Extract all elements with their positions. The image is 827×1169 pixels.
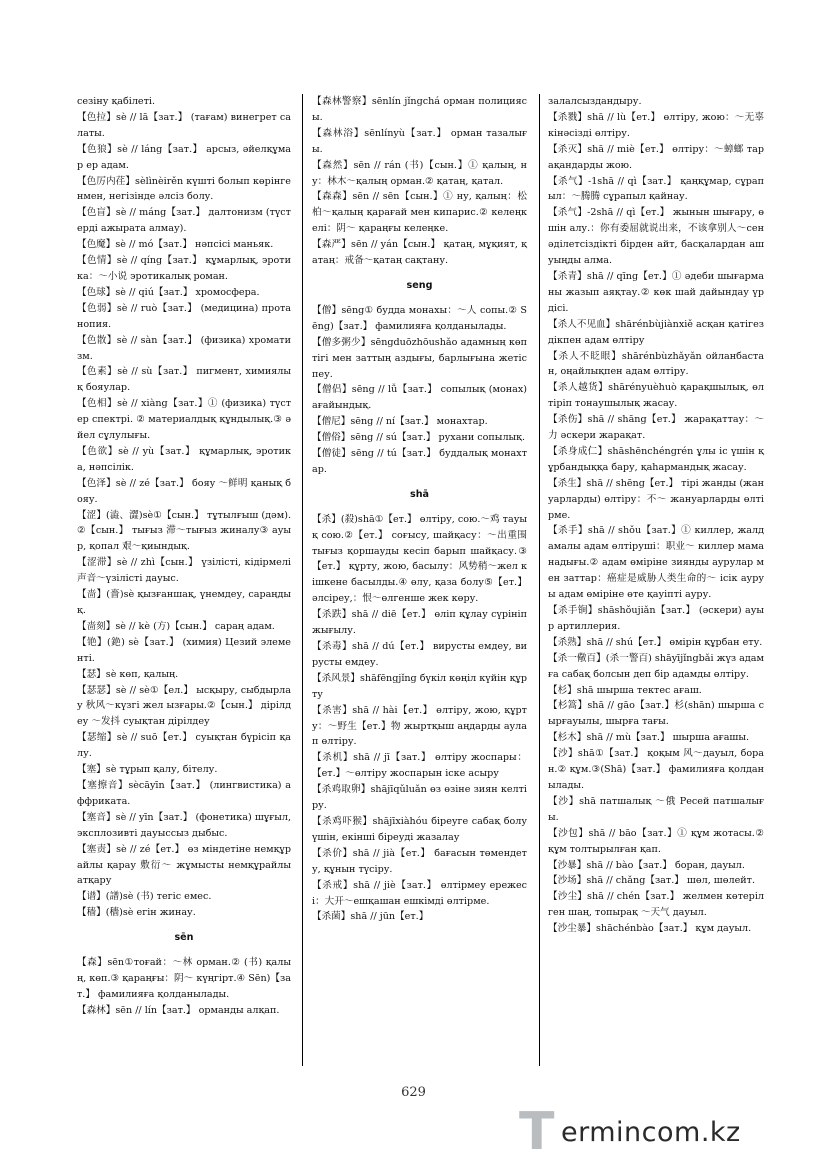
dictionary-entry: 【杀机】shā // jī【зат.】 өлтіру жоспары：【ет.】～өлтіру жоспарын іске асыру xyxy=(312,752,527,780)
dictionary-entry: 【塞】sè тұрып қалу, бітелу. xyxy=(77,764,218,776)
dictionary-entry: 【色欲】sè // yù【зат.】 құмарлық, эротика, нәпсілік. xyxy=(77,445,291,473)
dictionary-entry: 【森森】sēn // sēn【сын.】① ну, қалың：松柏～қалың қарағай мен кипарис.② келеңкелі：阴～ қараңғы келеңке. xyxy=(312,191,527,235)
dictionary-entry: 【杀毒】shā // dú【ет.】 вирусты емдеу, вирусты емдеу. xyxy=(312,641,527,668)
dictionary-entry: 【穑】(穡)sè егін жинау. xyxy=(77,907,196,919)
dictionary-column-3 xyxy=(548,94,764,937)
dictionary-entry: 【杉】shā шырша тектес ағаш. xyxy=(548,684,702,696)
dictionary-entry: 【涩滞】sè // zhì【сын.】 үзілісті, кідірмелі 声音～үзілісті дауыс. xyxy=(77,557,291,585)
dictionary-entry: 【色魔】sè // mó【зат.】 нәпсісі маньяк. xyxy=(77,239,274,251)
dictionary-entry: 【瑟瑟】sè // sè①【ел.】 ысқыру, сыбдырлау 秋风～күзгі жел ызғары.②【сын.】 дірілдеу ～发抖 суықтан дірілдеу xyxy=(77,684,291,728)
dictionary-entry: 【杀一儆百】(杀一警百) shāyījǐngbǎi жүз адамға сабақ болсын деп бір адамды өлтіру. xyxy=(548,652,764,680)
dictionary-entry: 【杀手】shā // shǒu【зат.】① киллер, жалдамалы адам өлтіруші：职业～ киллер маманадығы.② адам өміріне зиянды аурулар мен заттар：癌症是威胁人类生命的～ ісік ауруы адам өміріне өте қауіпті ауру. xyxy=(548,525,764,601)
dictionary-entry: 【杀气】-1shā // qì【зат.】 қаңқұмар, сұрапыл：～腾腾 сұрапыл қайнау. xyxy=(548,175,764,203)
dictionary-entry: 【沙包】shā // bāo【зат.】① құм жотасы.② құм толтырылған қап. xyxy=(548,827,764,855)
dictionary-entry: 【杀气】-2shā // qì【ет.】 жынын шығару, өшін алу.：你有委屈就说出来，不该拿别人～сен әділетсіздікті бірден айт, басқалардан ашуыңды алма. xyxy=(548,207,764,267)
dictionary-entry: 【杀鸡吓猴】shājīxiàhóu біреуге сабақ болу үшін, екінші біреуді жазалау xyxy=(312,815,527,843)
dictionary-entry: 【僧侣】sēng // lǚ【зат.】 сопылық (монах) ағайындық. xyxy=(312,384,527,412)
section-heading: shā xyxy=(409,488,429,500)
dictionary-entry: 【沙场】shā // chǎng【зат.】 шөл, шөлейт. xyxy=(548,875,756,887)
dictionary-entry: 【杀身成仁】shāshēnchéngrén ұлы іс үшін құрбандыққа бару, қаһармандық жасау. xyxy=(548,445,764,473)
dictionary-entry: 【色泽】sè // zé【зат.】 бояу ～鲜明 қанық бояу. xyxy=(77,477,291,505)
dictionary-entry: 【沙尘暴】shāchénbào【зат.】 құм дауыл. xyxy=(548,923,752,935)
dictionary-entry: 【色厉内荏】sèlìnèirěn күшті болып көрінгенмен, негізінде әлсіз болу. xyxy=(77,175,291,203)
dictionary-column-1 xyxy=(77,94,291,1019)
dictionary-entry: 【色弱】sè // ruò【зат.】 (медицина) протанопия. xyxy=(77,302,291,330)
dictionary-entry: 【杀人越货】shārényuèhuò қарақшылық, өлтіріп тонаушылық жасау. xyxy=(548,382,764,410)
logo-text: ermincom.kz xyxy=(561,1117,741,1148)
dictionary-entry: 【杀菌】shā // jūn【ет.】 xyxy=(312,911,429,923)
dictionary-entry: 【杀】(殺)shā①【ет.】 өлтіру, сою.～鸡 тауық сою.②【ет.】 соғысу, шайқасу：～出重围 тығыз қоршауды кесіп барып шайқасу.③【ет.】 құрту, жою, басылу：风势稍～жел кішкене басылды.④ өлу, қаза болу⑤【ет.】 әлсіреу,：恨～өлгенше жек көру. xyxy=(312,513,527,605)
dictionary-entry: 【瑟缩】sè // suō【ет.】 суықтан бүрісіп қалу. xyxy=(77,732,291,760)
dictionary-entry: 【杀伤】shā // shāng【ет.】 жарақаттау：～力 әскери жарақат. xyxy=(548,414,764,442)
dictionary-entry: 【沙】shā①【зат.】 қоқым 风～дауыл, боран.② құм.③(Shā)【зат.】 фамилияға қолданылады. xyxy=(548,748,764,791)
logo-letter: T xyxy=(519,1102,555,1162)
dictionary-entry: 【杀戮】shā // lù【ет.】 өлтіру, жою：～无辜 кінәсізді өлтіру. xyxy=(548,111,764,139)
page-number: 629 xyxy=(401,1085,426,1100)
dictionary-entry: 【色球】sè // qiú【зат.】 хромосфера. xyxy=(77,286,260,298)
dictionary-entry: 【色情】sè // qíng【зат.】 құмарлық, эротика：～小说 эротикалық роман. xyxy=(77,255,291,282)
dictionary-entry: 【杀手锏】shāshǒujiǎn【зат.】 (әскери) ауыр артиллерия. xyxy=(548,605,764,632)
section-heading: sēn xyxy=(174,932,194,944)
dictionary-entry: 【色拉】sè // lā【зат.】 (тағам) винегрет салаты. xyxy=(77,111,291,139)
dictionary-entry: 【杉木】shā // mù【зат.】 шырша ағашы. xyxy=(548,732,750,744)
dictionary-entry: 【杀熟】shā // shú【ет.】 өмірін құрбан ету. xyxy=(548,636,763,648)
dictionary-entry: 【僧】sēng① будда монахы：～人 сопы.② Sēng)【зат.】 фамилияға қолданылады. xyxy=(312,304,527,332)
dictionary-entry: 【杉篙】shā // gāo【зат.】杉(shān) шырша сырғауылы, шырға тағы. xyxy=(548,700,764,728)
dictionary-entry: 【僧徒】sēng // tú【зат.】 буддалық монахтар. xyxy=(312,448,527,475)
dictionary-entry: 【杀害】shā // hài【ет.】 өлтіру, жою, құрту：～野生【ет.】物 жыртқыш аңдарды аулап өлтіру. xyxy=(312,704,527,748)
dictionary-entry: 【杀青】shā // qīng【ет.】① әдеби шығарманы жазып аяқтау.② көк шай дайындау үрдісі. xyxy=(548,270,764,314)
column-divider xyxy=(539,94,540,1066)
dictionary-entry: 【僧多粥少】sēngduōzhōushǎo адамның көптігі мен заттың аздығы, барлығына жетіспеу. xyxy=(312,336,527,380)
dictionary-entry: 【杀灭】shā // miè【ет.】 өлтіру：～蟑螂 тарақандарды жою. xyxy=(548,143,764,171)
dictionary-entry: 【森然】sēn // rán (书)【сын.】① қалың, ну：林木～қалың орман.② қатаң, қатал. xyxy=(312,159,527,187)
dictionary-entry: 【沙】shā патшалық ～俄 Ресей патшалығы. xyxy=(548,795,764,823)
dictionary-entry: 【谱】(譜)sè (书) тегіс емес. xyxy=(77,891,212,903)
dictionary-entry: 【森】sēn①тоғай：～林 орман.② (书) қалың, көп.③ қараңғы：阴～ күңгірт.④ Sēn)【зат.】 фамилияға қолданылады. xyxy=(77,957,291,1000)
dictionary-entry: 【色散】sè // sàn【зат.】 (физика) хроматизм. xyxy=(77,334,291,362)
dictionary-entry: 【色狼】sè // láng【зат.】 арсыз, әйелқұмар ер адам. xyxy=(77,143,291,171)
dictionary-entry: 【森林警察】sēnlín jǐngchá орман полициясы. xyxy=(312,96,527,123)
dictionary-entry: 【色相】sè // xiàng【зат.】① (физика) түстер спектрі. ② материалдық құндылық.③ әйел сұлулығы. xyxy=(77,398,291,442)
dictionary-entry: 【森林】sēn // lín【зат.】 орманды алқап. xyxy=(77,1004,280,1016)
dictionary-entry: 【塞音】sè // yīn【зат.】 (фонетика) шұғыл, эксплозивті дауыссыз дыбыс. xyxy=(77,811,291,839)
site-logo xyxy=(519,1100,819,1160)
dictionary-entry: 【僧尼】sēng // ní【зат.】 монахтар. xyxy=(312,416,488,428)
dictionary-entry: 【杀生】shā // shēng【ет.】 тірі жанды (жануарларды) өлтіру：不～ жануарларды өлтірме. xyxy=(548,477,764,521)
dictionary-entry: 【涩】(澁、澀)sè①【сын.】 тұтылғыш (дәм).②【сын.】 тығыз 滞～тығыз жиналу③ ауыр, қопал 艰～қиындық. xyxy=(77,509,291,553)
dictionary-entry: 【森林浴】sēnlínyù【зат.】 орман тазалығы. xyxy=(312,127,527,155)
dictionary-entry: 【啬刻】sè // kè (方)【сын.】 сараң адам. xyxy=(77,620,275,632)
dictionary-entry: 【色素】sè // sù【зат.】 пигмент, химиялық бояулар. xyxy=(77,366,291,394)
dictionary-entry: 【杀戒】shā // jiè【зат.】 өлтірмеу ережесі：大开～ешқашан ешкімді өлтірме. xyxy=(312,879,527,907)
section-heading: seng xyxy=(406,279,433,291)
dictionary-entry: 【杀跌】shā // diē【ет.】 өліп құлау сүрініп жығылу. xyxy=(312,609,527,637)
column-divider xyxy=(302,94,303,1066)
dictionary-entry: 【瑟】sè көп, қалың. xyxy=(77,668,179,680)
dictionary-entry: 【沙尘】shā // chén【зат.】 желмен көтерілген шаң, топырақ ～天气 дауыл. xyxy=(548,891,764,919)
dictionary-entry: 【杀人不见血】shārénbùjiànxiě асқан қатігездікпен адам өлтіру xyxy=(548,318,764,346)
dictionary-entry: 【杀风景】shāfēngjǐng бүкіл көңіл күйін құрту xyxy=(312,672,527,700)
dictionary-entry: 【森严】sēn // yán【сын.】 қатаң, мұқият, қатаң：戒备～қатаң сақтану. xyxy=(312,239,527,267)
dictionary-column-2 xyxy=(312,94,527,925)
dictionary-entry: сезіну қабілеті. xyxy=(77,96,156,107)
dictionary-entry: 【塞责】sè // zé【ет.】 өз міндетіне немқұрайлы қарау 敷衍～ жұмысты немқұрайлы атқару xyxy=(77,843,291,887)
dictionary-entry: 【色盲】sè // máng【зат.】 далтонизм (түстерді ажырата алмау). xyxy=(77,207,291,235)
dictionary-entry: 【杀鸡取卵】shājīqǔluǎn өз өзіне зиян келтіру. xyxy=(312,784,527,812)
dictionary-entry: 【啬】(嗇)sè қызғаншақ, үнемдеу, сараңдық. xyxy=(77,589,291,616)
dictionary-entry: 【沙暴】shā // bào【зат.】 боран, дауыл. xyxy=(548,859,745,871)
dictionary-entry: 【杀价】shā // jià【ет.】 бағасын төмендету, құнын түсіру. xyxy=(312,847,527,875)
dictionary-entry: 【杀人不眨眼】shārénbùzhǎyǎn ойланбастан, оңайлықпен адам өлтіру. xyxy=(548,350,764,378)
dictionary-entry: 【塞擦音】sècāyīn【зат.】 (лингвистика) аффриката. xyxy=(77,779,291,807)
dictionary-entry: 【僧俗】sēng // sú【зат.】 рухани сопылық. xyxy=(312,432,526,444)
dictionary-entry: 【铯】(銫) sè【зат.】 (химия) Цезий элементі. xyxy=(77,636,291,664)
dictionary-entry: залалсыздандыру. xyxy=(548,96,642,107)
